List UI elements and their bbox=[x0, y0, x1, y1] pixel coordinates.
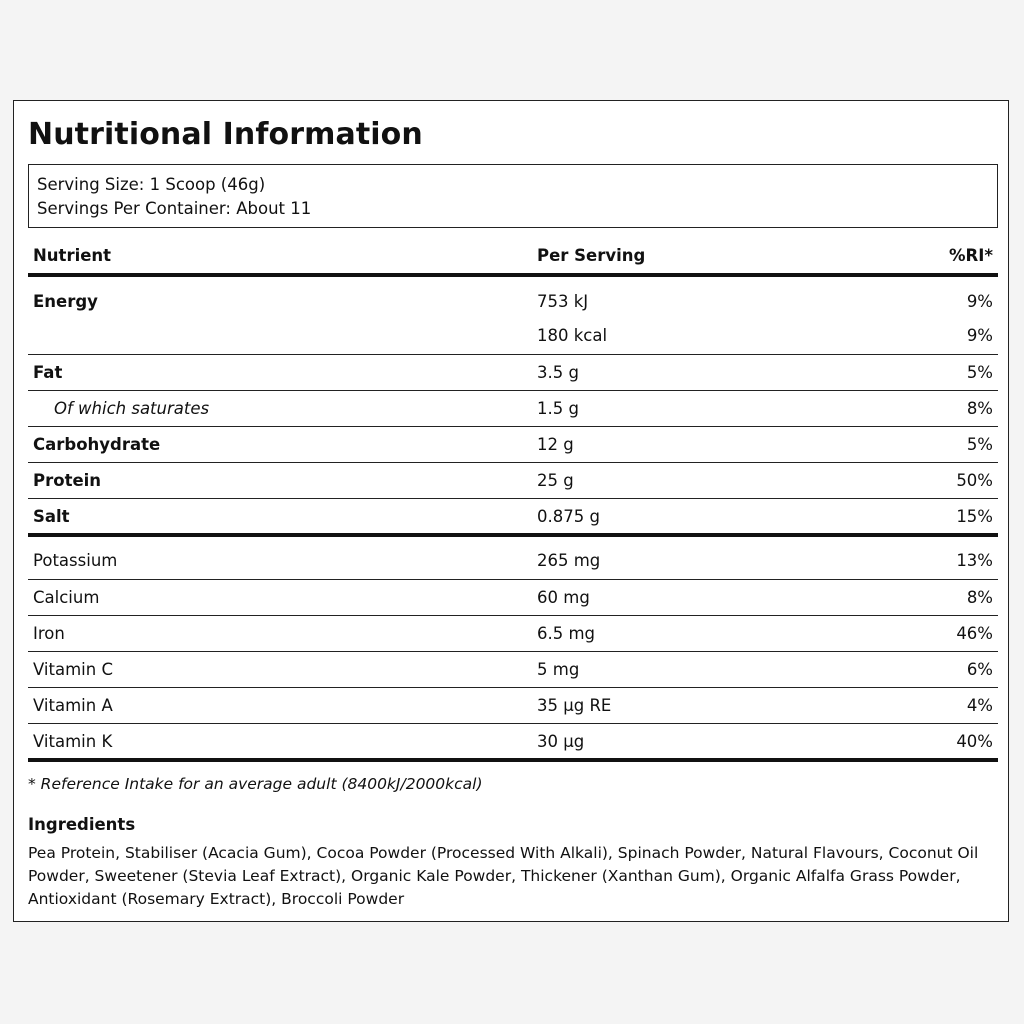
table-row-carbohydrate bbox=[28, 427, 998, 463]
nutrient-name: Potassium bbox=[33, 551, 118, 570]
nutrient-ri: 8% bbox=[966, 588, 993, 607]
reference-intake-footnote: * Reference Intake for an average adult (8400kJ/2000kcal) bbox=[28, 775, 483, 793]
table-row-energy bbox=[28, 277, 998, 355]
servings-per-container: Servings Per Container: About 11 bbox=[37, 199, 312, 218]
nutrient-name: Salt bbox=[33, 507, 70, 526]
energy-kcal-value: 180 kcal bbox=[537, 326, 608, 345]
table-row-salt bbox=[28, 499, 998, 537]
nutrient-value: 25 g bbox=[537, 471, 574, 490]
nutrient-ri: 13% bbox=[956, 551, 993, 570]
nutrient-value: 1.5 g bbox=[537, 399, 579, 418]
nutrient-value: 30 µg bbox=[537, 732, 585, 751]
energy-kcal-ri: 9% bbox=[966, 326, 993, 345]
table-row-fat bbox=[28, 355, 998, 391]
nutrient-ri: 50% bbox=[956, 471, 993, 490]
nutrient-value: 265 mg bbox=[537, 551, 601, 570]
nutrient-ri: 5% bbox=[966, 435, 993, 454]
table-row-vitamin-a bbox=[28, 688, 998, 724]
nutrient-name: Calcium bbox=[33, 588, 100, 607]
nutrition-label bbox=[13, 100, 1009, 922]
nutrient-value: 6.5 mg bbox=[537, 624, 596, 643]
nutrient-name: Energy bbox=[33, 292, 98, 311]
nutrient-name: Carbohydrate bbox=[33, 435, 161, 454]
nutrient-name: Protein bbox=[33, 471, 102, 490]
nutrient-ri: 40% bbox=[956, 732, 993, 751]
nutrient-name: Of which saturates bbox=[54, 399, 210, 418]
nutrient-name: Vitamin K bbox=[33, 732, 113, 751]
nutrient-value: 3.5 g bbox=[537, 363, 579, 382]
ingredients-heading: Ingredients bbox=[28, 815, 136, 834]
nutrient-name: Vitamin A bbox=[33, 696, 113, 715]
energy-kj-value: 753 kJ bbox=[537, 292, 589, 311]
header-ri: %RI* bbox=[948, 246, 993, 265]
nutrient-ri: 6% bbox=[966, 660, 993, 679]
nutrient-value: 12 g bbox=[537, 435, 574, 454]
table-row-calcium bbox=[28, 580, 998, 616]
table-row-vitamin-k bbox=[28, 724, 998, 762]
nutrient-name: Iron bbox=[33, 624, 65, 643]
header-nutrient: Nutrient bbox=[33, 246, 112, 265]
ingredients-list: Pea Protein, Stabiliser (Acacia Gum), Cocoa Powder (Processed With Alkali), Spinach Powder, Natural Flavours, Coconut Oil Powder, Sweetener (Stevia Leaf Extract), Organic Kale Powder, Thickener (Xanthan Gum), Organic Alfalfa Grass Powder, Antioxidant (Rosemary Extract), Broccoli Powder bbox=[28, 844, 979, 908]
label-title: Nutritional Information bbox=[28, 117, 423, 152]
nutrient-value: 35 µg RE bbox=[537, 696, 612, 715]
energy-kj-ri: 9% bbox=[966, 292, 993, 311]
nutrient-value: 5 mg bbox=[537, 660, 580, 679]
serving-info-box bbox=[28, 164, 998, 228]
serving-size: Serving Size: 1 Scoop (46g) bbox=[37, 175, 266, 194]
table-row-vitamin-c bbox=[28, 652, 998, 688]
table-row-protein bbox=[28, 463, 998, 499]
nutrient-name: Vitamin C bbox=[33, 660, 113, 679]
nutrient-ri: 4% bbox=[966, 696, 993, 715]
table-row-potassium bbox=[28, 537, 998, 580]
nutrient-ri: 8% bbox=[966, 399, 993, 418]
table-header-row bbox=[28, 229, 998, 277]
nutrient-ri: 5% bbox=[966, 363, 993, 382]
nutrient-ri: 46% bbox=[956, 624, 993, 643]
nutrient-value: 0.875 g bbox=[537, 507, 600, 526]
header-per-serving: Per Serving bbox=[537, 246, 646, 265]
nutrient-name: Fat bbox=[33, 363, 63, 382]
nutrient-value: 60 mg bbox=[537, 588, 590, 607]
table-row-iron bbox=[28, 616, 998, 652]
nutrition-table bbox=[28, 229, 998, 762]
nutrient-ri: 15% bbox=[956, 507, 993, 526]
table-row-saturates bbox=[28, 391, 998, 427]
